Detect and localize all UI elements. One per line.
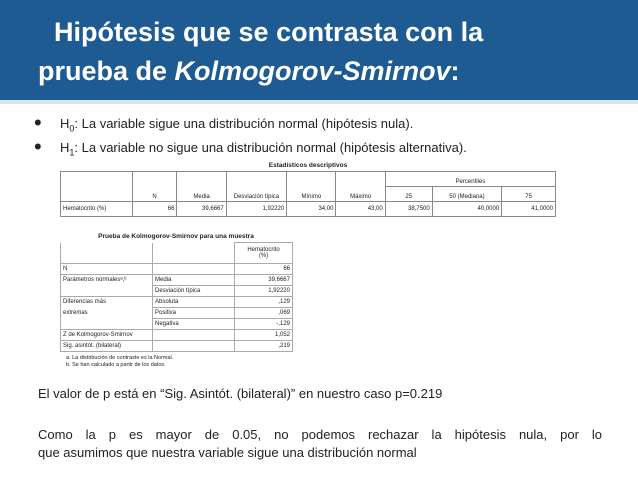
header-min: Mínimo xyxy=(287,172,336,202)
row-value: 39,6667 xyxy=(235,275,293,286)
ks-column-header-line-2: (%) xyxy=(258,253,269,259)
row-label: N xyxy=(61,264,153,275)
hypothesis-subscript: 1 xyxy=(69,147,75,158)
hypothesis-text: : La variable sigue una distribución normal (hipótesis nula). xyxy=(74,116,414,131)
ks-caption: Prueba de Kolmogorov-Smirnov para una muestra xyxy=(98,233,254,240)
row-sublabel: Media xyxy=(153,275,235,286)
header-p75: 75 xyxy=(502,187,556,202)
table-row xyxy=(61,286,293,297)
table-row xyxy=(61,297,293,308)
row-value: 66 xyxy=(235,264,293,275)
title-band xyxy=(0,0,638,100)
slide-title-line-2 xyxy=(38,55,460,87)
bullet-text xyxy=(60,140,467,158)
ks-column-header xyxy=(235,243,293,264)
conclusion-line-2: que asumimos que nuestra variable sigue una distribución normal xyxy=(38,445,417,460)
bullet-dot-icon: • xyxy=(34,134,42,159)
corner-cell xyxy=(61,172,133,202)
header-n: N xyxy=(132,172,177,202)
row-value: ,219 xyxy=(235,341,293,352)
title-divider xyxy=(0,100,638,104)
cell-p25: 38,7500 xyxy=(385,202,432,217)
title-emphasis: Kolmogorov-Smirnov xyxy=(174,56,451,86)
row-sublabel xyxy=(153,341,235,352)
row-value: 1,052 xyxy=(235,330,293,341)
header-mean: Media xyxy=(177,172,226,202)
row-label xyxy=(61,319,153,330)
row-label: extremas xyxy=(61,308,153,319)
row-label: Diferencias más xyxy=(61,297,153,308)
row-label xyxy=(61,286,153,297)
ks-test-table xyxy=(60,242,293,352)
cell-max: 43,00 xyxy=(336,202,385,217)
hypothesis-symbol: H xyxy=(60,140,70,155)
footnote-b: b. Se han calculado a partir de los datos. xyxy=(66,362,166,368)
row-sublabel: Negativa xyxy=(153,319,235,330)
bullet-text xyxy=(60,116,413,134)
header-sd: Desviación típica xyxy=(226,172,286,202)
table-row xyxy=(61,308,293,319)
cell-p75: 41,0000 xyxy=(502,202,556,217)
row-sublabel: Absoluta xyxy=(153,297,235,308)
cell-p50: 40,0000 xyxy=(432,202,501,217)
hypothesis-subscript: 0 xyxy=(69,123,75,134)
footnote-a: a. La distribución de contraste es la Normal. xyxy=(66,355,174,361)
row-value: 1,92220 xyxy=(235,286,293,297)
corner-cell xyxy=(153,243,235,264)
header-p50: 50 (Mediana) xyxy=(432,187,501,202)
row-label: Z de Kolmogorov-Smirnov xyxy=(61,330,153,341)
table-row xyxy=(61,264,293,275)
row-value: ,129 xyxy=(235,297,293,308)
row-label: Sig. asintót. (bilateral) xyxy=(61,341,153,352)
title-suffix: : xyxy=(450,56,460,86)
row-sublabel: Positiva xyxy=(153,308,235,319)
row-sublabel: Desviación típica xyxy=(153,286,235,297)
row-value: -,129 xyxy=(235,319,293,330)
row-label: Parámetros normalesᵃ,ᵇ xyxy=(61,275,153,286)
corner-cell xyxy=(61,243,153,264)
row-value: ,069 xyxy=(235,308,293,319)
header-percentiles: Percentiles xyxy=(385,172,555,187)
cell-sd: 1,92220 xyxy=(226,202,286,217)
slide-title-line-1: Hipótesis que se contrasta con la xyxy=(54,17,484,47)
cell-mean: 39,6667 xyxy=(177,202,226,217)
table-row xyxy=(61,202,556,217)
table-row xyxy=(61,319,293,330)
cell-n: 66 xyxy=(132,202,177,217)
conclusion-line-1: Como la p es mayor de 0.05, no podemos rechazar la hipótesis nula, por lo xyxy=(38,427,602,442)
conclusion-paragraph xyxy=(38,426,602,462)
ks-column-header-line-1: Hematocrito xyxy=(247,247,280,253)
header-p25: 25 xyxy=(385,187,432,202)
cell-min: 34,00 xyxy=(287,202,336,217)
descriptives-caption: Estadísticos descriptivos xyxy=(268,162,348,169)
table-row xyxy=(61,275,293,286)
descriptives-table-block xyxy=(60,162,556,220)
table-row xyxy=(61,341,293,352)
hypothesis-text: : La variable no sigue una distribución normal (hipótesis alternativa). xyxy=(74,140,467,155)
descriptives-table xyxy=(60,171,556,217)
table-row xyxy=(61,330,293,341)
bullet-dot-icon: • xyxy=(34,110,42,135)
title-prefix: prueba de xyxy=(38,56,175,86)
row-label: Hematocrito (%) xyxy=(61,202,133,217)
p-value-explanation: El valor de p está en “Sig. Asintót. (bilateral)” en nuestro caso p=0.219 xyxy=(38,386,443,401)
hypothesis-symbol: H xyxy=(60,116,70,131)
row-sublabel xyxy=(153,330,235,341)
row-sublabel xyxy=(153,264,235,275)
header-max: Máximo xyxy=(336,172,385,202)
